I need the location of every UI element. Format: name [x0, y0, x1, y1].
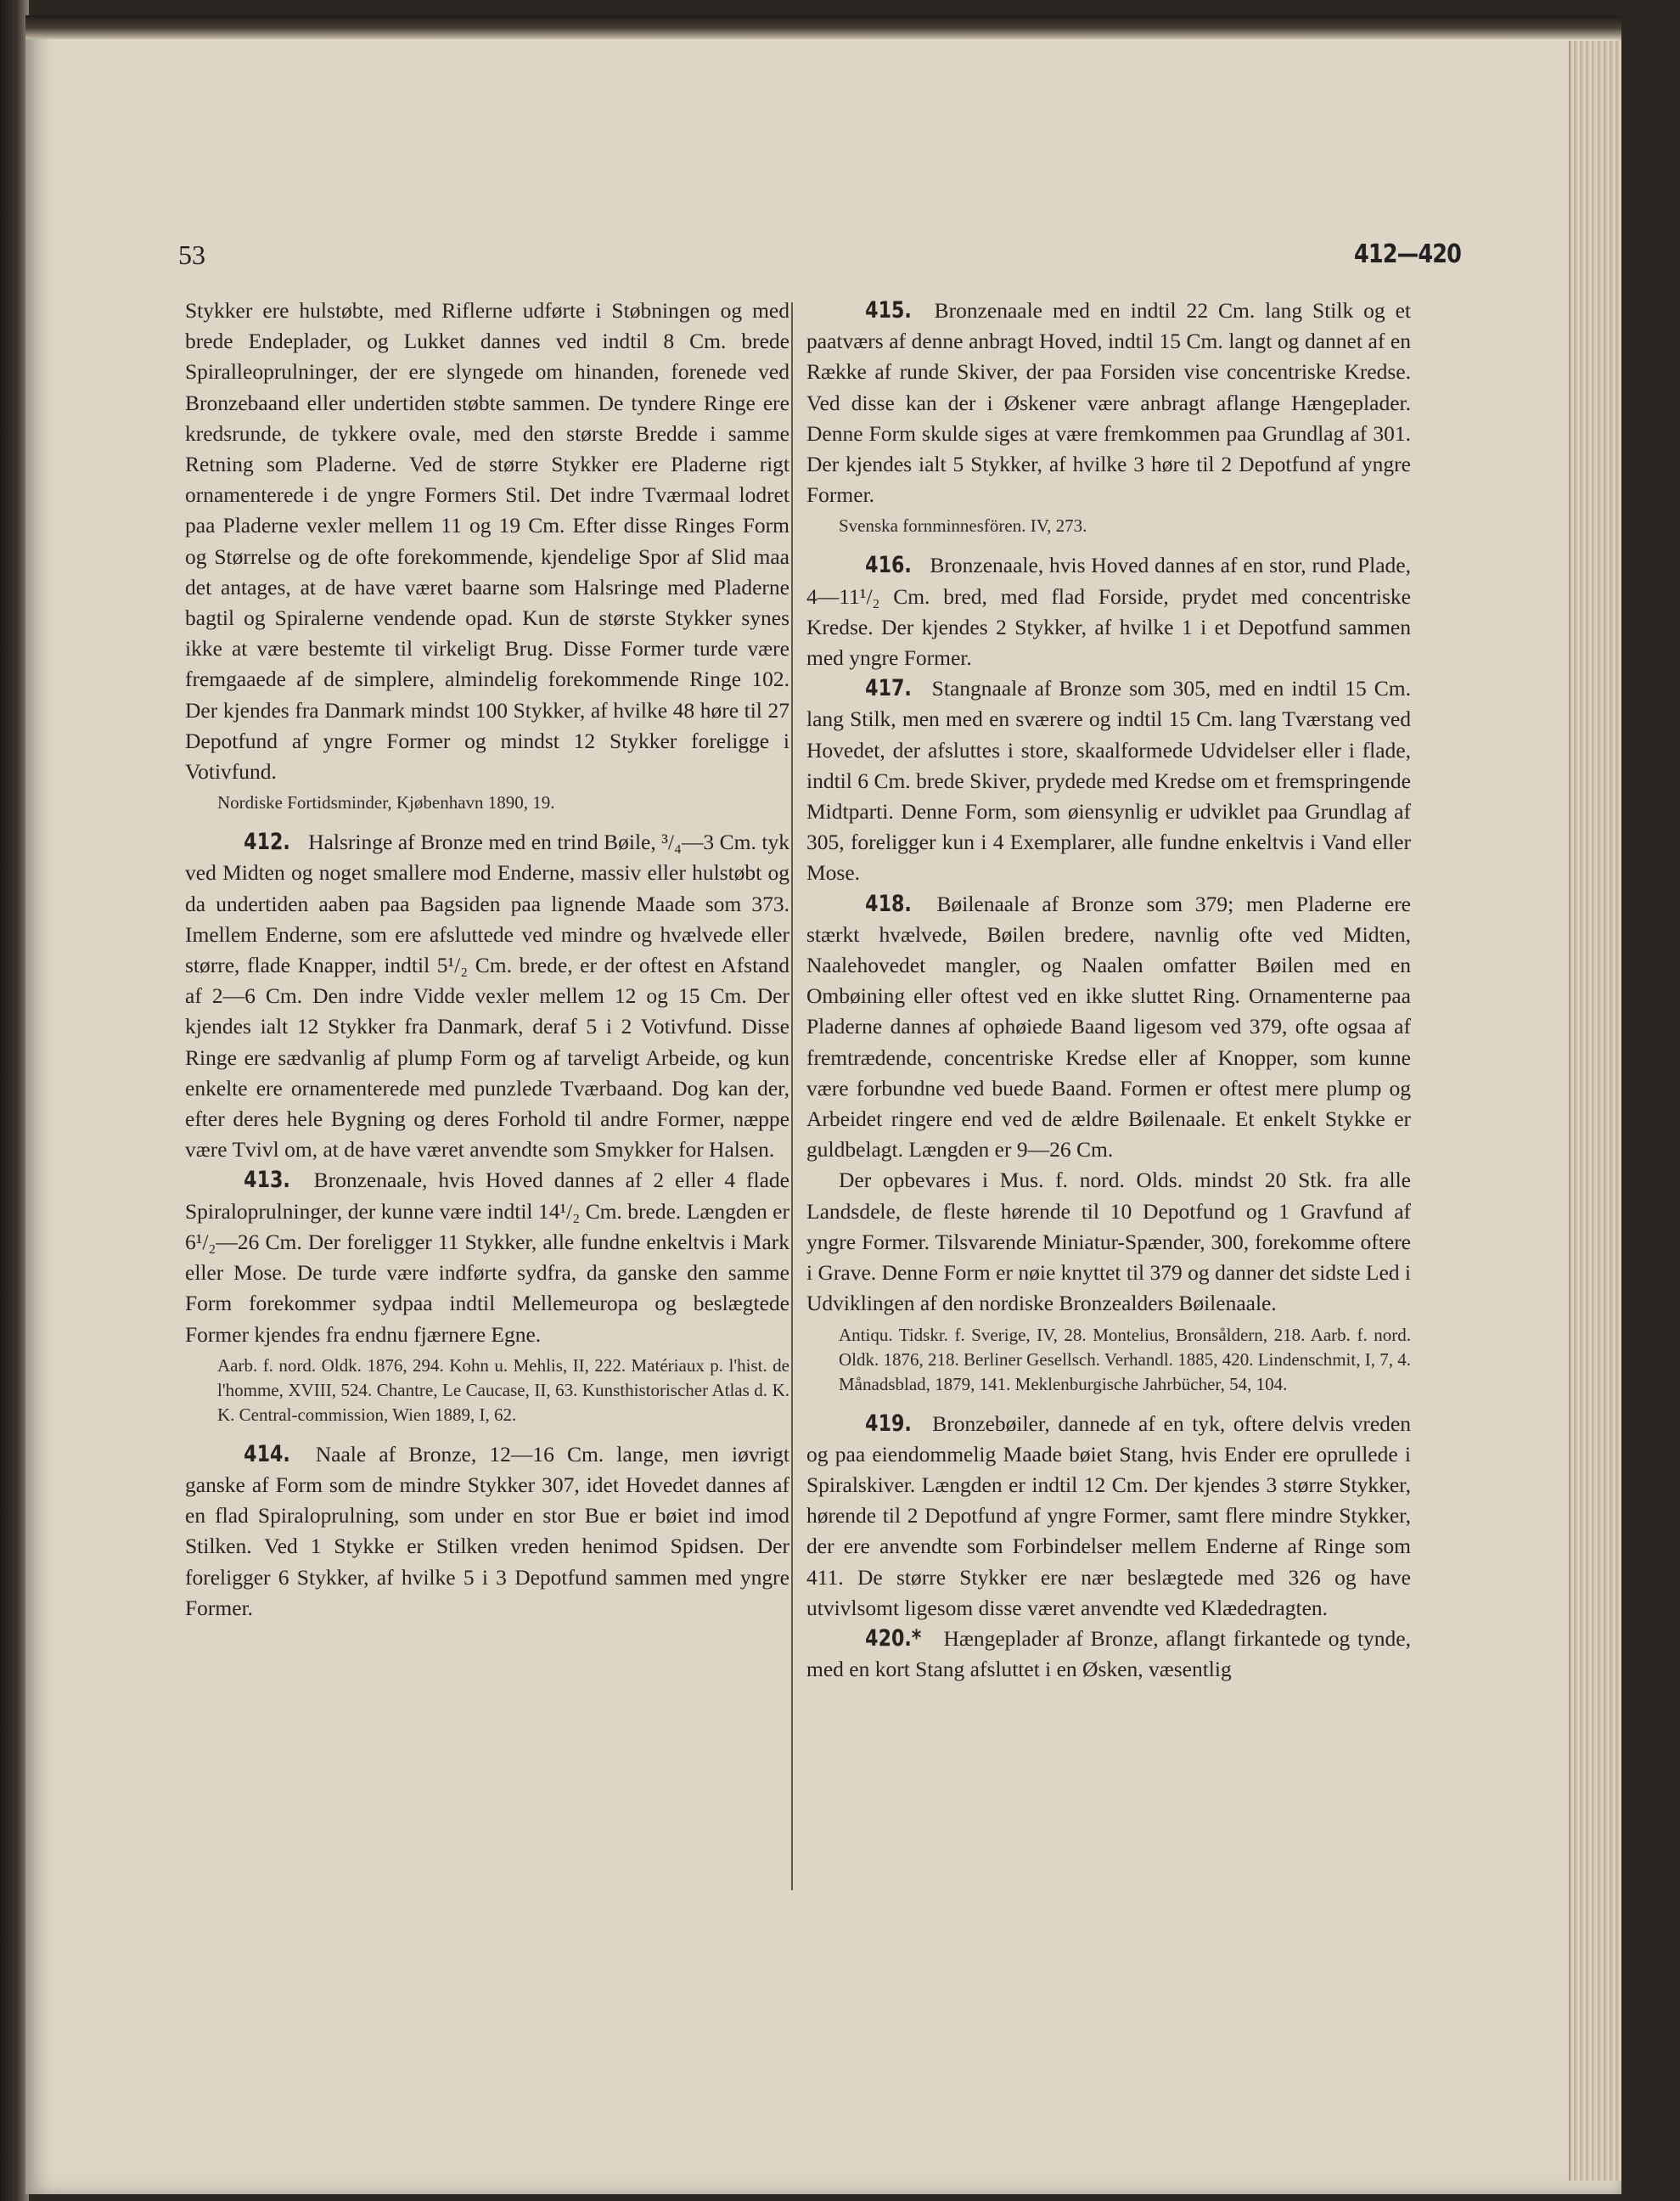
entry-416	[806, 550, 1411, 673]
reference: Nordiske Fortidsminder, Kjøbenhavn 1890, 19.	[217, 792, 555, 813]
entry-419	[806, 1409, 1411, 1624]
entry-number: 417.	[865, 675, 912, 702]
entry-number: 412.	[244, 829, 290, 856]
entry-415	[806, 296, 1411, 510]
entry-412	[185, 827, 789, 1165]
entry-text: Bronzebøiler, dannede af en tyk, oftere delvis vreden og paa eiendommelig Maade bøiet Stang, hvis Ender ere oprullede i Spiralskiver. Længden er indtil 12 Cm. Der kjendes 3 større Stykker, hørende til 2 Depotfund af yngre Former, samt flere mindre Stykker, der ere anvendte som Forbindelser mellem Enderne af Ringe som 411. De større Stykker ere nær beslægtede med 326 og have utvivlsomt ligesom disse været anvendte ved Klædedragten.	[806, 1410, 1411, 1620]
entry-418	[806, 889, 1411, 1166]
entry-number: 413.	[244, 1167, 290, 1194]
book-spine	[0, 0, 29, 2201]
reference: Svenska fornminnesfören. IV, 273.	[839, 515, 1087, 537]
entry-420	[806, 1624, 1411, 1685]
entry-text: Hængeplader af Bronze, aflangt firkantede og tynde, med en kort Stang afsluttet i en Øsken, væsentlig	[806, 1625, 1411, 1682]
reference: Antiqu. Tidskr. f. Sverige, IV, 28. Montelius, Bronsåldern, 218. Aarb. f. nord. Oldk. 1876, 218. Berliner Gesellsch. Verhandl. 1885, 420. Lindenschmit, I, 7, 4. Månadsblad, 1879, 141. Meklenburgische Jahrbücher, 54, 104.	[839, 1324, 1411, 1394]
page-edges	[1569, 41, 1621, 2181]
entry-413	[185, 1165, 789, 1349]
entry-number: 414.	[244, 1440, 290, 1467]
entry-414	[185, 1439, 789, 1624]
left-column	[185, 296, 789, 1624]
entry-number: 415.	[865, 297, 912, 324]
entry-text: Halsringe af Bronze med en trind Bøile, ³/₄—3 Cm. tyk ved Midten og noget smallere mod Enderne, massiv eller hulstøbt og da undertiden aaben paa Bagsiden paa lignende Maade som 373. Imellem Enderne, som ere afsluttede ved mindre og hvælvede eller større, flade Knapper, indtil 5¹/₂ Cm. brede, er der oftest en Afstand af 2—6 Cm. Den indre Vidde vexler mellem 12 og 15 Cm. Der kjendes ialt 12 Stykker fra Danmark, deraf 5 i 2 Votivfund. Disse Ringe ere sædvanlig af plump Form og af tarveligt Arbeide, og kun enkelte ere ornamenterede med punzlede Tværbaand. Dog kan der, efter deres hele Bygning og deres Forhold til andre Former, næppe være Tvivl om, at de have været anvendte som Smykker for Halsen.	[185, 830, 790, 1162]
right-column	[806, 296, 1411, 1685]
paragraph: Der opbevares i Mus. f. nord. Olds. mindst 20 Stk. fra alle Landsdele, de fleste hørende til 10 Depotfund og 1 Gravfund af yngre Former. Tilsvarende Miniatur-Spænder, 300, forekomme oftere i Grave. Denne Form er nøie knyttet til 379 og danner det sidste Led i Udviklingen af den nordiske Bronzealders Bøilenaale.	[806, 1168, 1411, 1316]
entry-text: Naale af Bronze, 12—16 Cm. lange, men iøvrigt ganske af Form som de mindre Stykker 307, idet Hovedet dannes af en flad Spiraloprulning, som under en stor Bue er bøiet ind imod Stilken. Ved 1 Stykke er Stilken vreden henimod Spidsen. Der foreligger 6 Stykker, af hvilke 5 i 3 Depotfund sammen med yngre Former.	[185, 1441, 789, 1620]
entry-text: Bronzenaale med en indtil 22 Cm. lang Stilk og et paatværs af denne anbragt Hoved, indtil 15 Cm. langt og dannet af en Række af runde Skiver, der paa Forsiden vise concentriske Kredse. Ved disse kan der i Øskener være anbragt aflange Hængeplader. Denne Form skulde siges at være fremkommen paa Grundlag af 301. Der kjendes ialt 5 Stykker, af hvilke 3 høre til 2 Depotfund af yngre Former.	[806, 298, 1412, 508]
reference: Aarb. f. nord. Oldk. 1876, 294. Kohn u. Mehlis, II, 222. Matériaux p. l'hist. de l'homme, XVIII, 524. Chantre, Le Caucase, II, 63. Kunsthistorischer Atlas d. K. K. Central-commission, Wien 1889, I, 62.	[217, 1354, 789, 1425]
entry-text: Bøilenaale af Bronze som 379; men Pladerne ere stærkt hvælvede, Bøilen bredere, navnlig ofte ved Midten, Naalehovedet mangler, og Naalen omfatter Bøilen med en Ombøining eller oftest ved en ikke sluttet Ring. Ornamenterne paa Pladerne dannes af ophøiede Baand ligesom ved 379, ofte ogsaa af fremtrædende, concentriske Kredse eller af Knopper, som kunne være forbundne ved buede Baand. Formen er oftest mere plump og Arbeidet ringere end ved de ældre Bøilenaale. Et enkelt Stykke er guldbelagt. Længden er 9—26 Cm.	[806, 891, 1411, 1162]
column-divider	[791, 302, 793, 1890]
entry-range: 412—420	[1354, 239, 1462, 269]
entry-number: 416.	[865, 552, 912, 579]
paragraph: Stykker ere hulstøbte, med Riflerne udførte i Støbningen og med brede Endeplader, og Lukket dannes ved indtil 8 Cm. brede Spiralleoprulninger, der ere slyngede om hinanden, forenede ved Bronzebaand eller undertiden støbte sammen. De tyndere Ringe ere kredsrunde, de tykkere ovale, med den største Bredde i samme Retning som Pladerne. Ved de større Stykker ere Pladerne rigt ornamenterede i de yngre Formers Stil. Det indre Tværmaal lodret paa Pladerne vexler mellem 11 og 19 Cm. Efter disse Ringes Form og Størrelse og de ofte forekommende, kjendelige Spor af Slid maa det antages, at de have været baarne som Halsringe med Pladerne bagtil og Spiralerne vendende opad. Kun de største Stykker synes ikke at være bestemte til virkeligt Brug. Disse Former turde være fremgaaede af de simplere, almindelig forekommende Ringe 102. Der kjendes fra Danmark mindst 100 Stykker, af hvilke 48 høre til 27 Depotfund af yngre Former og mindst 12 Stykker foreligge i Votivfund.	[185, 298, 789, 785]
entry-417	[806, 673, 1411, 888]
page-top-edge	[25, 15, 1621, 39]
entry-number: 419.	[865, 1410, 912, 1437]
page-number: 53	[178, 239, 205, 270]
entry-number: 418.	[865, 890, 912, 917]
entry-text: Bronzenaale, hvis Hoved dannes af 2 eller 4 flade Spiraloprulninger, der kunne være indtil 14¹/₂ Cm. brede. Længden er 6¹/₂—26 Cm. Der foreligger 11 Stykker, alle fundne enkeltvis i Mark eller Mose. De turde være indførte sydfra, da ganske den samme Form forekommer sydpaa indtil Mellemeuropa og beslægtede Former kjendes fra endnu fjærnere Egne.	[185, 1168, 790, 1347]
book-page	[25, 15, 1621, 2194]
entry-text: Stangnaale af Bronze som 305, med en indtil 15 Cm. lang Stilk, men med en sværere og indtil 15 Cm. lang Tværstang ved Hovedet, der afsluttes i store, skaalformede Udvidelser eller i flade, indtil 6 Cm. brede Skiver, prydede med Kredse om et fremspringende Midtparti. Denne Form, som øiensynlig er udviklet paa Grundlag af 305, foreligger kun i 4 Exemplarer, alle fundne enkeltvis i Vand eller Mose.	[806, 676, 1412, 886]
entry-number: 420.*	[865, 1624, 922, 1652]
entry-text: Bronzenaale, hvis Hoved dannes af en stor, rund Plade, 4—11¹/₂ Cm. bred, med flad Forside, prydet med concentriske Kredse. Der kjendes 2 Stykker, af hvilke 1 i et Depotfund sammen med yngre Former.	[806, 553, 1411, 671]
